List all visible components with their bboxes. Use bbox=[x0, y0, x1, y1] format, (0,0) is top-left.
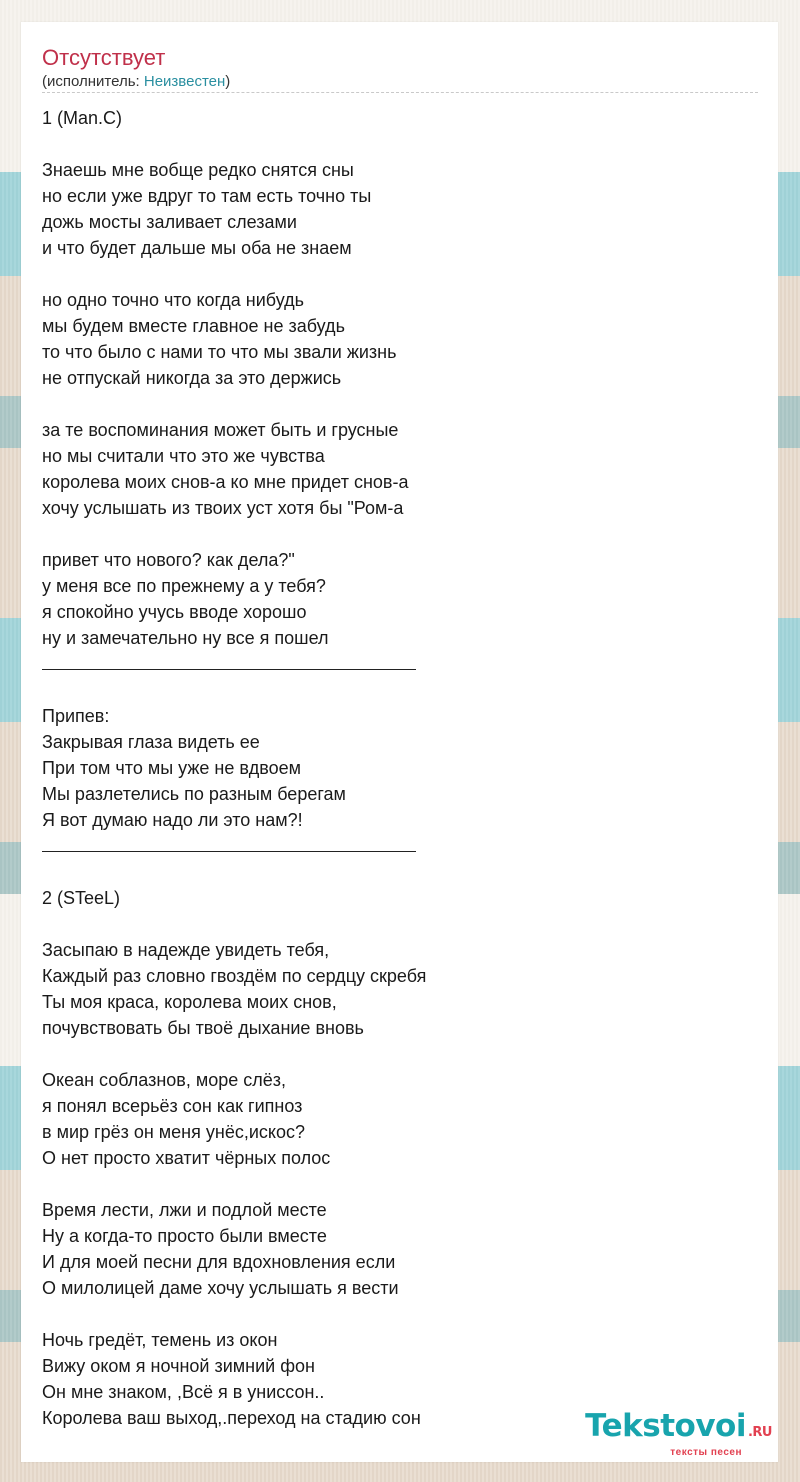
blank-line bbox=[42, 859, 758, 885]
site-logo[interactable] bbox=[585, 1410, 772, 1458]
artist-suffix: ) bbox=[225, 73, 231, 90]
lyric-line: Королева ваш выход,.переход на стадию сон bbox=[42, 1408, 421, 1428]
lyric-line: но если уже вдруг то там есть точно ты bbox=[42, 186, 372, 206]
lyric-line: не отпускай никогда за это держись bbox=[42, 368, 342, 388]
lyric-line: 1 (Man.C) bbox=[42, 108, 123, 128]
artist-line bbox=[42, 72, 230, 92]
lyric-line: я спокойно учусь вводе хорошо bbox=[42, 602, 307, 622]
lyrics-sheet bbox=[21, 22, 778, 1462]
blank-line bbox=[42, 131, 758, 157]
section-divider bbox=[42, 651, 758, 677]
blank-line bbox=[42, 677, 758, 703]
lyric-line: у меня все по прежнему а у тебя? bbox=[42, 576, 326, 596]
blank-line bbox=[42, 391, 758, 417]
lyric-line: Океан соблазнов, море слёз, bbox=[42, 1070, 287, 1090]
lyric-line: почувствовать бы твоё дыхание вновь bbox=[42, 1018, 364, 1038]
lyric-line: Мы разлетелись по разным берегам bbox=[42, 784, 346, 804]
section-divider bbox=[42, 833, 758, 859]
lyric-line: но мы считали что это же чувства bbox=[42, 446, 325, 466]
blank-line bbox=[42, 1041, 758, 1067]
lyric-line: Каждый раз словно гвоздём по сердцу скребя bbox=[42, 966, 427, 986]
lyric-line: королева моих снов-а ко мне придет снов-а bbox=[42, 472, 409, 492]
lyric-line: то что было с нами то что мы звали жизнь bbox=[42, 342, 397, 362]
lyric-line: О милолицей даме хочу услышать я вести bbox=[42, 1278, 399, 1298]
blank-line bbox=[42, 911, 758, 937]
artist-prefix: (исполнитель: bbox=[42, 73, 144, 90]
lyric-line: и что будет дальше мы оба не знаем bbox=[42, 238, 352, 258]
logo-tld: .RU bbox=[747, 1425, 772, 1440]
lyric-line: О нет просто хватит чёрных полос bbox=[42, 1148, 331, 1168]
blank-line bbox=[42, 1301, 758, 1327]
lyric-line: 2 (STeeL) bbox=[42, 888, 121, 908]
lyric-line: Вижу оком я ночной зимний фон bbox=[42, 1356, 315, 1376]
lyric-line: но одно точно что когда нибудь bbox=[42, 290, 304, 310]
lyric-line: Он мне знаком, ,Всё я в униссон.. bbox=[42, 1382, 325, 1402]
lyric-line: привет что нового? как дела?" bbox=[42, 550, 295, 570]
lyric-line: Ты моя краса, королева моих снов, bbox=[42, 992, 337, 1012]
lyric-line: Закрывая глаза видеть ее bbox=[42, 732, 260, 752]
lyric-line: дожь мосты заливает слезами bbox=[42, 212, 297, 232]
lyric-line: Засыпаю в надежде увидеть тебя, bbox=[42, 940, 330, 960]
blank-line bbox=[42, 261, 758, 287]
lyric-line: я понял всерьёз сон как гипноз bbox=[42, 1096, 303, 1116]
lyric-line: Время лести, лжи и подлой месте bbox=[42, 1200, 327, 1220]
song-title: Отсутствует bbox=[42, 45, 166, 70]
header-separator bbox=[42, 92, 758, 93]
lyric-line: в мир грёз он меня унёс,искос? bbox=[42, 1122, 305, 1142]
artist-link[interactable]: Неизвестен bbox=[143, 73, 226, 90]
blank-line bbox=[42, 521, 758, 547]
lyric-line: Припев: bbox=[42, 706, 110, 726]
lyric-line: При том что мы уже не вдвоем bbox=[42, 758, 302, 778]
lyric-line: И для моей песни для вдохновления если bbox=[42, 1252, 396, 1272]
lyrics-text bbox=[42, 105, 758, 1431]
logo-tagline: тексты песен bbox=[670, 1447, 742, 1458]
lyric-line: Я вот думаю надо ли это нам?! bbox=[42, 810, 303, 830]
logo-name: Tekstovoi bbox=[585, 1408, 746, 1444]
lyric-line: за те воспоминания может быть и грусные bbox=[42, 420, 399, 440]
lyric-line: хочу услышать из твоих уст хотя бы "Ром-а bbox=[42, 498, 404, 518]
lyric-line: Ночь гредёт, темень из окон bbox=[42, 1330, 278, 1350]
lyric-line: мы будем вместе главное не забудь bbox=[42, 316, 345, 336]
lyric-line: ну и замечательно ну все я пошел bbox=[42, 628, 329, 648]
lyric-line: Знаешь мне вобще редко снятся сны bbox=[42, 160, 354, 180]
blank-line bbox=[42, 1171, 758, 1197]
lyric-line: Ну а когда-то просто были вместе bbox=[42, 1226, 327, 1246]
